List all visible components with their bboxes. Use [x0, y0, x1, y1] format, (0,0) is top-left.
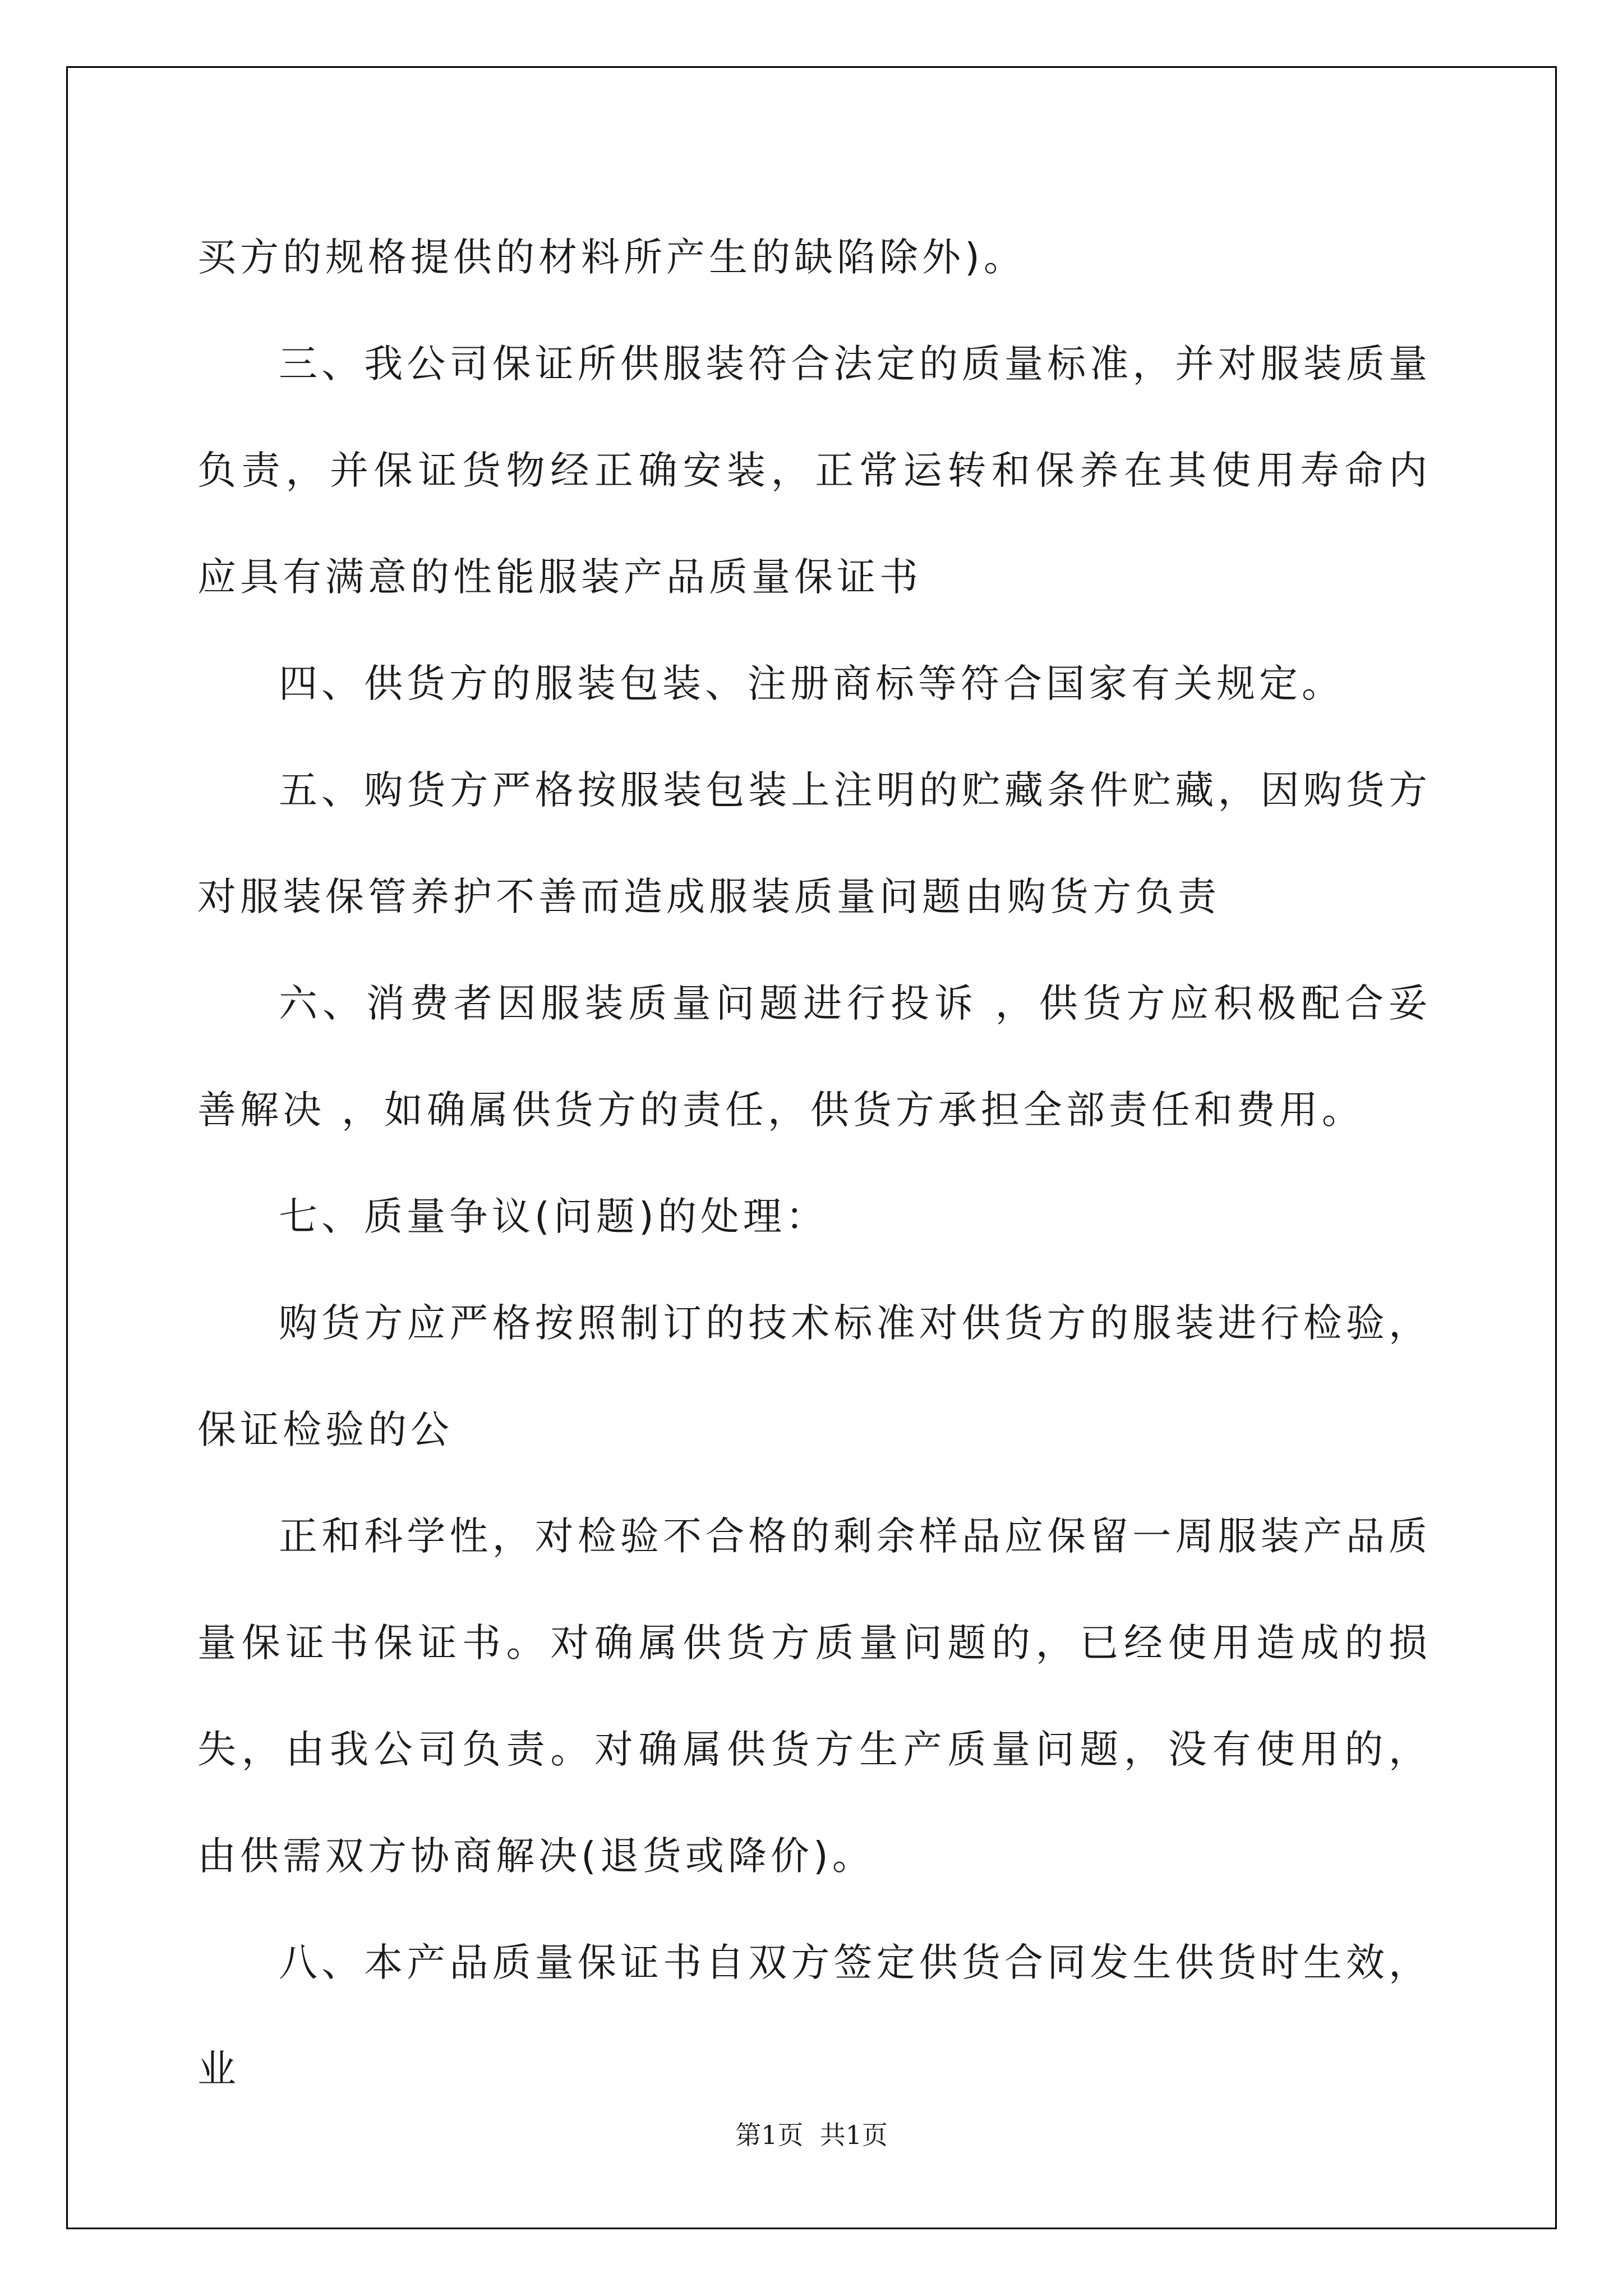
- paragraph-1: 买方的规格提供的材料所产生的缺陷除外)。: [197, 235, 1026, 280]
- paragraph-2: 三、我公司保证所供服装符合法定的质量标准，并对服装质量负责，并保证货物经正确安装，正常运转和保养在其使用寿命内应具有满意的性能服装产品质量保证书: [197, 342, 1431, 600]
- document-body: [197, 204, 1431, 2123]
- page-footer: 第1页 共1页: [735, 2120, 888, 2150]
- paragraph-7: 购货方应严格按照制订的技术标准对供货方的服装进行检验，保证检验的公: [197, 1301, 1431, 1452]
- paragraph-4: 五、购货方严格按服装包装上注明的贮藏条件贮藏，因购货方对服装保管养护不善而造成服装质量问题由购货方负责: [197, 768, 1431, 919]
- paragraph-9: 八、本产品质量保证书自双方签定供货合同发生供货时生效，业: [197, 1940, 1431, 2092]
- paragraph-6: 七、质量争议(问题)的处理：: [279, 1194, 828, 1239]
- paragraph-8: 正和科学性，对检验不合格的剩余样品应保留一周服装产品质量保证书保证书。对确属供货方质量问题的，已经使用造成的损失，由我公司负责。对确属供货方生产质量问题，没有使用的，由供需双方协商解决(退货或降价)。: [197, 1514, 1431, 1879]
- paragraph-5: 六、消费者因服装质量问题进行投诉 ，供货方应积极配合妥善解决 ，如确属供货方的责任，供货方承担全部责任和费用。: [197, 981, 1431, 1133]
- paragraph-3: 四、供货方的服装包装、注册商标等符合国家有关规定。: [279, 661, 1344, 706]
